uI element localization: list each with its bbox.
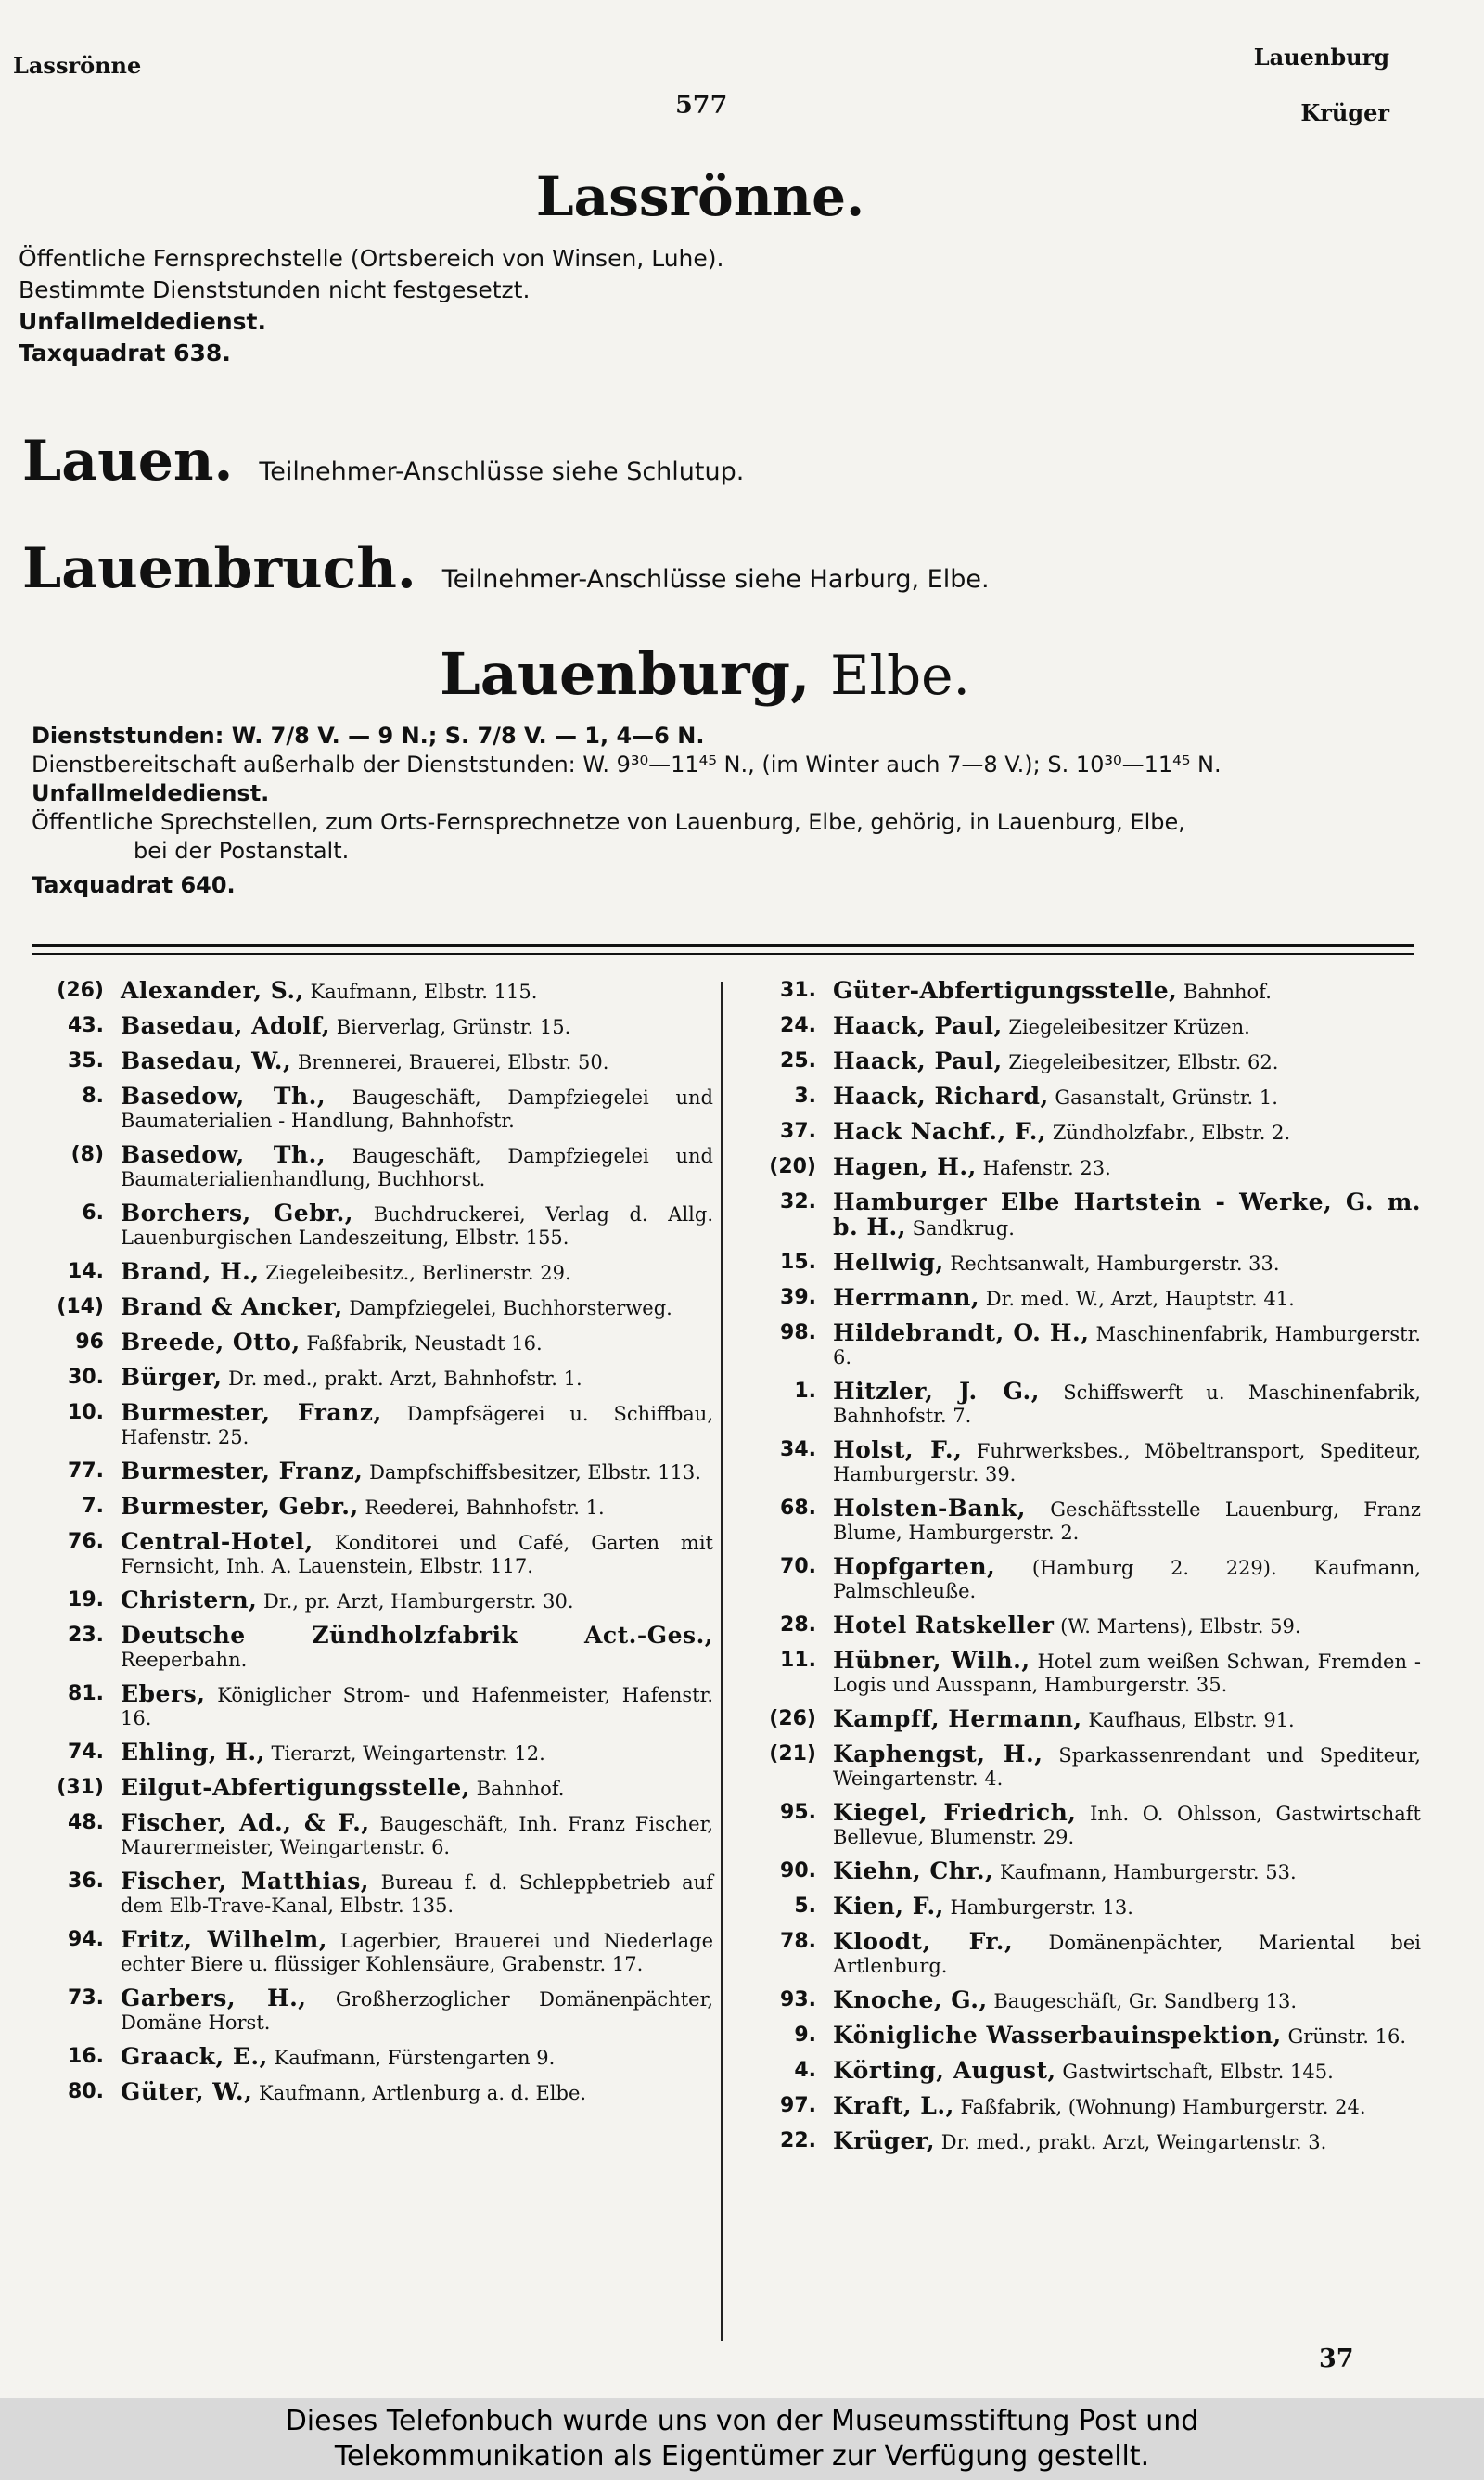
subscriber-text <box>833 1555 1421 1603</box>
subscriber-number: 32. <box>780 1190 816 1214</box>
subscriber-number: 39. <box>780 1286 816 1309</box>
subscriber-entry <box>753 1251 1421 1276</box>
lauen-heading <box>22 429 744 494</box>
notice-line-2: Telekommunikation als Eigentümer zur Verfügung gestellt. <box>334 2440 1150 2473</box>
subscriber-text <box>833 1801 1421 1849</box>
subscriber-text <box>121 1330 713 1356</box>
subscriber-details: Baugeschäft, Dampfziegelei und Baumaterialien - Handlung, Bahnhofstr. <box>121 1086 713 1132</box>
subscriber-entry <box>753 979 1421 1004</box>
subscriber-entry <box>41 1366 713 1391</box>
subscriber-name: Herrmann, <box>833 1284 980 1311</box>
subscriber-text <box>121 1401 713 1449</box>
lauenburg-line-6: Taxquadrat 640. <box>32 872 236 898</box>
subscriber-name: Alexander, S., <box>121 977 304 1004</box>
subscriber-name: Central-Hotel, <box>121 1528 313 1555</box>
subscriber-text <box>121 1366 713 1391</box>
running-head-right-1: Lauenburg <box>1253 44 1389 71</box>
subscriber-number: 70. <box>780 1555 816 1578</box>
subscriber-text <box>833 1930 1421 1978</box>
subscriber-entry <box>753 1742 1421 1791</box>
subscriber-number: (31) <box>57 1776 104 1799</box>
subscriber-name: Brand, H., <box>121 1258 260 1285</box>
subscriber-details: Großherzoglicher Domänenpächter, Domäne Horst. <box>121 1988 713 2034</box>
subscriber-entry <box>753 1555 1421 1603</box>
subscriber-text <box>121 1530 713 1578</box>
subscriber-text <box>833 1251 1421 1276</box>
running-head-left: Lassrönne <box>13 52 142 79</box>
subscriber-details: Fuhrwerksbes., Möbeltransport, Spediteur, Hamburgerstr. 39. <box>833 1440 1421 1485</box>
subscriber-text <box>833 1988 1421 2013</box>
subscriber-details: Bierverlag, Grünstr. 15. <box>336 1016 571 1038</box>
subscriber-entry <box>753 1649 1421 1697</box>
subscriber-text <box>833 1707 1421 1732</box>
subscriber-name: Fischer, Ad., & F., <box>121 1809 370 1836</box>
subscriber-name: Basedow, Th., <box>121 1141 326 1168</box>
subscriber-name: Hübner, Wilh., <box>833 1647 1030 1674</box>
subscriber-name: Kampff, Hermann, <box>833 1705 1082 1732</box>
subscriber-number: 30. <box>68 1366 104 1389</box>
subscriber-number: 8. <box>82 1085 104 1108</box>
subscriber-details: Rechtsanwalt, Hamburgerstr. 33. <box>950 1253 1280 1275</box>
subscriber-number: 23. <box>68 1624 104 1647</box>
subscriber-entry <box>753 1049 1421 1074</box>
subscriber-number: 93. <box>780 1988 816 2011</box>
subscriber-entry <box>753 2024 1421 2049</box>
subscriber-number: (26) <box>57 979 104 1002</box>
subscriber-entry <box>753 1014 1421 1039</box>
subscriber-text <box>833 2024 1421 2049</box>
subscriber-number: 98. <box>780 1321 816 1344</box>
subscriber-entry <box>41 979 713 1004</box>
lassroenne-line-4: Taxquadrat 638. <box>19 340 231 366</box>
subscriber-text <box>121 1459 713 1484</box>
subscriber-number: 28. <box>780 1613 816 1637</box>
subscriber-details: Ziegeleibesitz., Berlinerstr. 29. <box>265 1262 571 1284</box>
subscriber-text <box>833 1120 1421 1145</box>
lauenburg-line-1: Dienststunden: W. 7/8 V. — 9 N.; S. 7/8 V. — 1, 4—6 N. <box>32 723 705 749</box>
subscriber-entry <box>753 1120 1421 1145</box>
subscriber-number: 43. <box>68 1014 104 1037</box>
subscriber-text <box>833 1742 1421 1791</box>
subscriber-details: Maschinenfabrik, Hamburgerstr. 6. <box>833 1323 1421 1368</box>
subscriber-number: 68. <box>780 1497 816 1520</box>
subscriber-name: Haack, Paul, <box>833 1012 1003 1039</box>
subscriber-name: Hagen, H., <box>833 1153 977 1180</box>
subscriber-entry <box>41 1401 713 1449</box>
subscriber-name: Hamburger Elbe Hartstein - Werke, G. m. b. H., <box>833 1189 1421 1240</box>
subscriber-name: Hotel Ratskeller <box>833 1612 1055 1638</box>
subscriber-entry <box>753 1930 1421 1978</box>
subscriber-details: Tierarzt, Weingartenstr. 12. <box>271 1742 545 1765</box>
subscriber-details: Buchdruckerei, Verlag d. Allg. Lauenburgischen Landeszeitung, Elbstr. 155. <box>121 1203 713 1249</box>
subscriber-details: Dr. med. W., Arzt, Hauptstr. 41. <box>985 1288 1295 1310</box>
lauenbruch-title: Lauenbruch. <box>22 536 416 601</box>
subscriber-entry <box>753 1613 1421 1638</box>
subscriber-name: Breede, Otto, <box>121 1329 301 1356</box>
subscriber-details: Ziegeleibesitzer Krüzen. <box>1008 1016 1250 1038</box>
subscriber-entry <box>41 1741 713 1766</box>
subscriber-text <box>833 1649 1421 1697</box>
subscriber-entry <box>753 1438 1421 1486</box>
subscriber-name: Deutsche Zündholzfabrik Act.-Ges., <box>121 1622 713 1649</box>
subscriber-name: Hildebrandt, O. H., <box>833 1319 1090 1346</box>
subscriber-text <box>833 1321 1421 1369</box>
subscriber-number: 96 <box>75 1330 104 1354</box>
subscriber-name: Brand & Ancker, <box>121 1293 343 1320</box>
subscriber-details: Kaufmann, Elbstr. 115. <box>310 981 538 1003</box>
lauen-text: Teilnehmer-Anschlüsse siehe Schlutup. <box>259 457 745 486</box>
subscriber-entry <box>41 1260 713 1285</box>
lauenburg-title <box>0 640 1410 708</box>
subscriber-text <box>121 1260 713 1285</box>
subscriber-number: 78. <box>780 1930 816 1953</box>
subscriber-details: Hafenstr. 23. <box>982 1157 1111 1179</box>
subscriber-details: Bahnhof. <box>1183 981 1272 1003</box>
page-number: 577 <box>675 91 728 120</box>
subscriber-text <box>121 1928 713 1976</box>
subscriber-text <box>121 1049 713 1074</box>
ownership-notice <box>0 2398 1484 2480</box>
subscriber-number: 22. <box>780 2129 816 2152</box>
subscriber-text <box>833 979 1421 1004</box>
subscriber-number: 90. <box>780 1859 816 1882</box>
subscriber-entry <box>753 1707 1421 1732</box>
subscriber-entry <box>41 1143 713 1191</box>
column-divider <box>721 982 723 2341</box>
subscriber-details: Reederei, Bahnhofstr. 1. <box>365 1497 605 1519</box>
subscriber-entry <box>41 1811 713 1859</box>
lassroenne-info <box>19 243 723 369</box>
subscriber-details: Brennerei, Brauerei, Elbstr. 50. <box>297 1051 609 1073</box>
subscriber-entry <box>753 1380 1421 1428</box>
subscriber-name: Güter, W., <box>121 2078 253 2105</box>
subscriber-text <box>121 1201 713 1250</box>
subscriber-details: Dampfschiffsbesitzer, Elbstr. 113. <box>369 1461 701 1484</box>
subscriber-entry <box>41 1495 713 1520</box>
subscriber-text <box>121 1741 713 1766</box>
subscriber-entry <box>753 1988 1421 2013</box>
subscriber-number: 77. <box>68 1459 104 1483</box>
subscriber-name: Güter-Abfertigungsstelle, <box>833 977 1178 1004</box>
subscriber-name: Hellwig, <box>833 1249 944 1276</box>
subscriber-name: Borchers, Gebr., <box>121 1200 353 1227</box>
subscriber-text <box>121 1143 713 1191</box>
subscriber-text <box>121 2045 713 2070</box>
subscriber-text <box>833 1859 1421 1884</box>
subscriber-details: Königlicher Strom- und Hafenmeister, Hafenstr. 16. <box>121 1684 713 1729</box>
subscriber-details: Baugeschäft, Dampfziegelei und Baumaterialienhandlung, Buchhorst. <box>121 1145 713 1190</box>
subscriber-number: 36. <box>68 1870 104 1893</box>
subscriber-text <box>121 2080 713 2105</box>
lauenburg-info <box>32 722 1222 900</box>
subscriber-details: Kaufmann, Hamburgerstr. 53. <box>999 1861 1297 1883</box>
subscriber-text <box>833 2094 1421 2119</box>
subscriber-name: Kiehn, Chr., <box>833 1857 994 1884</box>
subscriber-text <box>833 1155 1421 1180</box>
subscriber-text <box>833 1613 1421 1638</box>
subscriber-text <box>121 1085 713 1133</box>
subscriber-number: 94. <box>68 1928 104 1951</box>
subscriber-entry <box>753 1859 1421 1884</box>
subscriber-name: Körting, August, <box>833 2057 1056 2084</box>
subscriber-details: Gastwirtschaft, Elbstr. 145. <box>1062 2061 1334 2083</box>
subscriber-name: Ehling, H., <box>121 1739 265 1766</box>
subscriber-number: 11. <box>780 1649 816 1672</box>
subscriber-entry <box>753 1190 1421 1240</box>
subscriber-details: Baugeschäft, Gr. Sandberg 13. <box>993 1990 1298 2012</box>
running-head-right <box>1254 30 1389 141</box>
subscriber-details: Kaufmann, Fürstengarten 9. <box>274 2047 556 2069</box>
subscriber-number: 19. <box>68 1588 104 1612</box>
subscriber-details: Hamburgerstr. 13. <box>950 1896 1133 1919</box>
lauenburg-line-4: Öffentliche Sprechstellen, zum Orts-Fernsprechnetze von Lauenburg, Elbe, gehörig, in Lauenburg, Elbe, <box>32 809 1185 835</box>
subscriber-entry <box>41 1085 713 1133</box>
subscriber-details: Bahnhof. <box>476 1778 565 1800</box>
lauen-title: Lauen. <box>22 429 234 494</box>
subscriber-details: Kaufhaus, Elbstr. 91. <box>1088 1709 1295 1731</box>
subscriber-entry <box>41 1459 713 1484</box>
subscriber-entry <box>753 1497 1421 1545</box>
subscriber-name: Burmester, Gebr., <box>121 1493 359 1520</box>
subscriber-text <box>121 979 713 1004</box>
subscriber-entry <box>41 1624 713 1672</box>
subscriber-entry <box>41 1776 713 1801</box>
subscriber-number: 34. <box>780 1438 816 1461</box>
subscriber-entry <box>753 1321 1421 1369</box>
subscriber-number: 48. <box>68 1811 104 1834</box>
subscriber-text <box>833 1014 1421 1039</box>
subscriber-entry <box>41 1588 713 1613</box>
lauenbruch-text: Teilnehmer-Anschlüsse siehe Harburg, Elbe. <box>441 565 990 594</box>
lassroenne-line-2: Bestimmte Dienststunden nicht festgesetzt. <box>19 276 531 303</box>
subscriber-name: Fritz, Wilhelm, <box>121 1926 327 1953</box>
subscriber-name: Basedow, Th., <box>121 1083 326 1110</box>
subscriber-number: 74. <box>68 1741 104 1764</box>
subscriber-name: Kloodt, Fr., <box>833 1928 1014 1955</box>
subscriber-details: Geschäftsstelle Lauenburg, Franz Blume, Hamburgerstr. 2. <box>833 1498 1421 1544</box>
subscriber-text <box>121 1870 713 1918</box>
subscriber-name: Kiegel, Friedrich, <box>833 1799 1077 1826</box>
subscriber-number: 3. <box>794 1085 816 1108</box>
subscriber-entry <box>753 2059 1421 2084</box>
subscriber-number: (14) <box>57 1295 104 1318</box>
running-head-right-2: Krüger <box>1300 99 1389 126</box>
subscriber-name: Haack, Paul, <box>833 1047 1003 1074</box>
subscriber-column-right <box>753 979 1421 2165</box>
subscriber-name: Haack, Richard, <box>833 1083 1049 1110</box>
subscriber-entry <box>41 1049 713 1074</box>
subscriber-number: 97. <box>780 2094 816 2117</box>
subscriber-entry <box>41 1870 713 1918</box>
subscriber-name: Krüger, <box>833 2127 936 2154</box>
subscriber-details: Grünstr. 16. <box>1287 2025 1406 2048</box>
subscriber-number: (21) <box>769 1742 816 1766</box>
subscriber-name: Hack Nachf., F., <box>833 1118 1047 1145</box>
subscriber-name: Bürger, <box>121 1364 223 1391</box>
lauenburg-line-2: Dienstbereitschaft außerhalb der Dienststunden: W. 9³⁰—11⁴⁵ N., (im Winter auch 7—8 V.); S. 10³⁰—11⁴⁵ N. <box>32 752 1222 777</box>
subscriber-entry <box>41 1682 713 1730</box>
subscriber-text <box>833 1049 1421 1074</box>
subscriber-entry <box>41 2045 713 2070</box>
subscriber-text <box>833 1190 1421 1240</box>
subscriber-entry <box>753 1286 1421 1311</box>
subscriber-details: Schiffswerft u. Maschinenfabrik, Bahnhofstr. 7. <box>833 1381 1421 1427</box>
subscriber-details: Dampfziegelei, Buchhorsterweg. <box>349 1297 672 1319</box>
subscriber-details: Zündholzfabr., Elbstr. 2. <box>1052 1122 1291 1144</box>
subscriber-text <box>121 1682 713 1730</box>
subscriber-text <box>121 1588 713 1613</box>
subscriber-number: 73. <box>68 1986 104 2010</box>
subscriber-number: 15. <box>780 1251 816 1274</box>
subscriber-name: Hitzler, J. G., <box>833 1378 1040 1405</box>
lauenburg-title-main: Lauenburg, <box>440 640 811 708</box>
subscriber-number: 4. <box>794 2059 816 2082</box>
subscriber-name: Holst, F., <box>833 1436 963 1463</box>
subscriber-details: (W. Martens), Elbstr. 59. <box>1060 1615 1301 1638</box>
subscriber-details: Inh. O. Ohlsson, Gastwirtschaft Bellevue, Blumenstr. 29. <box>833 1803 1421 1848</box>
subscriber-name: Garbers, H., <box>121 1985 307 2011</box>
subscriber-number: (8) <box>70 1143 104 1166</box>
lauenburg-line-5: bei der Postanstalt. <box>134 838 350 864</box>
sheet-number: 37 <box>1319 2345 1354 2373</box>
subscriber-text <box>833 2129 1421 2154</box>
subscriber-name: Knoche, G., <box>833 1986 988 2013</box>
subscriber-number: 25. <box>780 1049 816 1073</box>
subscriber-number: 5. <box>794 1895 816 1918</box>
section-rule <box>32 944 1414 955</box>
subscriber-details: Sandkrug. <box>912 1217 1015 1240</box>
subscriber-details: Sparkassenrendant und Spediteur, Weingartenstr. 4. <box>833 1744 1421 1790</box>
subscriber-details: Hotel zum weißen Schwan, Fremden - Logis und Ausspann, Hamburgerstr. 35. <box>833 1651 1421 1696</box>
subscriber-number: 9. <box>794 2024 816 2047</box>
subscriber-number: 81. <box>68 1682 104 1705</box>
subscriber-number: (26) <box>769 1707 816 1730</box>
subscriber-details: (Hamburg 2. 229). Kaufmann, Palmschleuße. <box>833 1557 1421 1602</box>
subscriber-name: Kien, F., <box>833 1893 944 1920</box>
subscriber-name: Kraft, L., <box>833 2092 954 2119</box>
subscriber-entry <box>753 1155 1421 1180</box>
subscriber-entry <box>41 1330 713 1356</box>
subscriber-text <box>121 1495 713 1520</box>
subscriber-entry <box>753 2094 1421 2119</box>
subscriber-details: Bureau f. d. Schleppbetrieb auf dem Elb-Trave-Kanal, Elbstr. 135. <box>121 1871 713 1917</box>
lauenburg-title-sub: Elbe. <box>830 644 970 707</box>
subscriber-text <box>121 1776 713 1801</box>
subscriber-name: Basedau, W., <box>121 1047 292 1074</box>
lassroenne-line-1: Öffentliche Fernsprechstelle (Ortsbereich von Winsen, Luhe). <box>19 245 724 272</box>
subscriber-details: Kaufmann, Artlenburg a. d. Elbe. <box>259 2082 587 2104</box>
subscriber-details: Faßfabrik, (Wohnung) Hamburgerstr. 24. <box>960 2096 1366 2118</box>
subscriber-details: Reeperbahn. <box>121 1649 248 1671</box>
subscriber-name: Christern, <box>121 1587 258 1613</box>
subscriber-text <box>833 1895 1421 1920</box>
subscriber-name: Kaphengst, H., <box>833 1741 1043 1767</box>
subscriber-entry <box>753 2129 1421 2154</box>
subscriber-entry <box>41 1986 713 2035</box>
subscriber-number: 1. <box>794 1380 816 1403</box>
subscriber-number: 31. <box>780 979 816 1002</box>
subscriber-entry <box>41 1014 713 1039</box>
subscriber-text <box>833 1085 1421 1110</box>
subscriber-text <box>833 1380 1421 1428</box>
subscriber-name: Graack, E., <box>121 2043 268 2070</box>
subscriber-entry <box>41 1530 713 1578</box>
subscriber-details: Lagerbier, Brauerei und Niederlage echter Biere u. flüssiger Kohlensäure, Grabenstr. 17. <box>121 1930 713 1975</box>
subscriber-details: Baugeschäft, Inh. Franz Fischer, Maurermeister, Weingartenstr. 6. <box>121 1813 713 1858</box>
subscriber-number: 35. <box>68 1049 104 1073</box>
lassroenne-title: Lassrönne. <box>535 165 865 228</box>
subscriber-text <box>833 1286 1421 1311</box>
subscriber-number: 80. <box>68 2080 104 2103</box>
subscriber-entry <box>41 1201 713 1250</box>
notice-line-1: Dieses Telefonbuch wurde uns von der Museumsstiftung Post und <box>285 2405 1199 2437</box>
subscriber-number: 76. <box>68 1530 104 1553</box>
subscriber-number: 37. <box>780 1120 816 1143</box>
subscriber-text <box>833 1497 1421 1545</box>
subscriber-number: 14. <box>68 1260 104 1283</box>
subscriber-text <box>121 1014 713 1039</box>
subscriber-number: 6. <box>82 1201 104 1225</box>
subscriber-details: Konditorei und Café, Garten mit Fernsicht, Inh. A. Lauenstein, Elbstr. 117. <box>121 1532 713 1577</box>
subscriber-details: Domänenpächter, Mariental bei Artlenburg. <box>833 1932 1421 1977</box>
subscriber-name: Holsten-Bank, <box>833 1495 1026 1522</box>
subscriber-column-left <box>41 979 713 2115</box>
subscriber-number: 95. <box>780 1801 816 1824</box>
subscriber-entry <box>41 1928 713 1976</box>
subscriber-text <box>833 1438 1421 1486</box>
subscriber-name: Ebers, <box>121 1680 206 1707</box>
subscriber-number: 16. <box>68 2045 104 2068</box>
subscriber-text <box>833 2059 1421 2084</box>
subscriber-entry <box>41 2080 713 2105</box>
lassroenne-line-3: Unfallmeldedienst. <box>19 308 266 335</box>
subscriber-name: Eilgut-Abfertigungsstelle, <box>121 1774 470 1801</box>
subscriber-text <box>121 1295 713 1320</box>
subscriber-name: Burmester, Franz, <box>121 1458 364 1484</box>
subscriber-number: 10. <box>68 1401 104 1424</box>
subscriber-text <box>121 1986 713 2035</box>
subscriber-text <box>121 1811 713 1859</box>
subscriber-name: Basedau, Adolf, <box>121 1012 331 1039</box>
lauenbruch-heading <box>22 536 990 601</box>
subscriber-name: Fischer, Matthias, <box>121 1868 369 1895</box>
subscriber-name: Königliche Wasserbauinspektion, <box>833 2022 1282 2049</box>
subscriber-entry <box>753 1801 1421 1849</box>
subscriber-number: 24. <box>780 1014 816 1037</box>
subscriber-name: Burmester, Franz, <box>121 1399 382 1426</box>
subscriber-details: Faßfabrik, Neustadt 16. <box>306 1332 543 1355</box>
lauenburg-line-3: Unfallmeldedienst. <box>32 780 270 806</box>
subscriber-text <box>121 1624 713 1672</box>
subscriber-number: (20) <box>769 1155 816 1178</box>
subscriber-number: 7. <box>82 1495 104 1518</box>
subscriber-entry <box>753 1085 1421 1110</box>
subscriber-details: Dr. med., prakt. Arzt, Weingartenstr. 3. <box>940 2131 1327 2153</box>
subscriber-entry <box>753 1895 1421 1920</box>
subscriber-details: Gasanstalt, Grünstr. 1. <box>1055 1086 1278 1109</box>
subscriber-details: Dr. med., prakt. Arzt, Bahnhofstr. 1. <box>228 1368 582 1390</box>
subscriber-name: Hopfgarten, <box>833 1553 996 1580</box>
subscriber-details: Dampfsägerei u. Schiffbau, Hafenstr. 25. <box>121 1403 713 1448</box>
subscriber-details: Dr., pr. Arzt, Hamburgerstr. 30. <box>263 1590 574 1613</box>
subscriber-entry <box>41 1295 713 1320</box>
subscriber-details: Ziegeleibesitzer, Elbstr. 62. <box>1008 1051 1279 1073</box>
